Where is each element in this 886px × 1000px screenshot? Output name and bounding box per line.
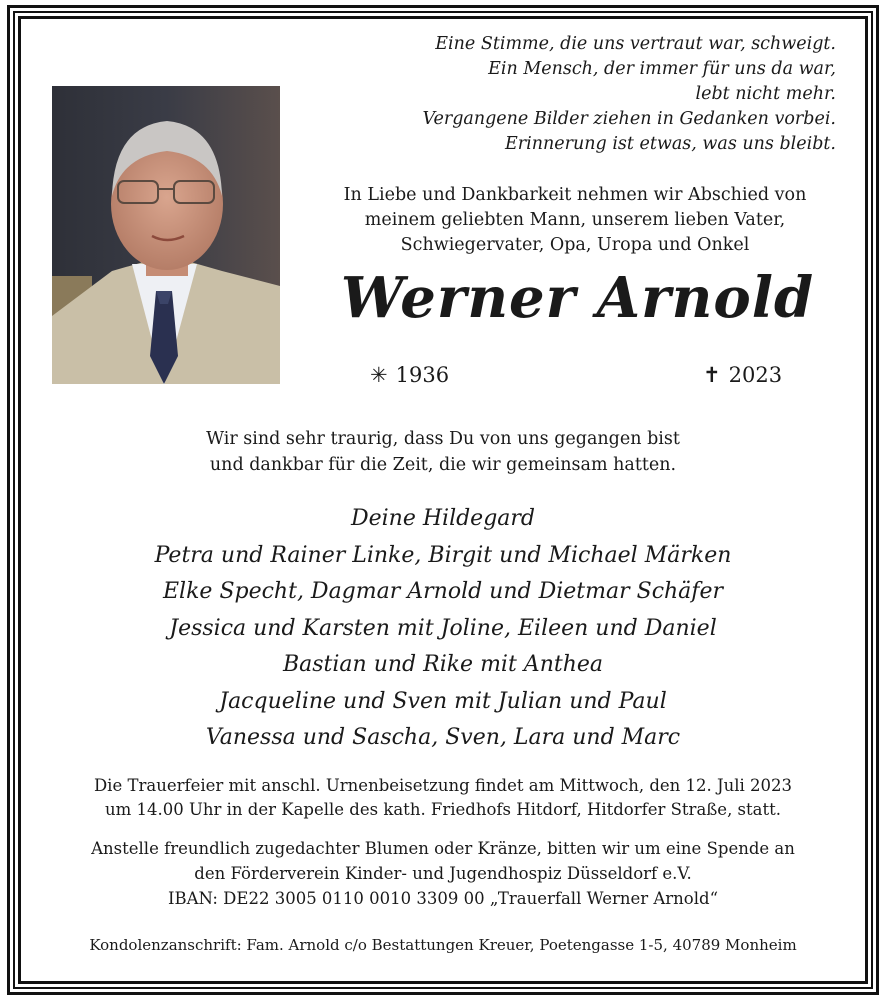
poem [336,32,836,157]
death-date [703,360,782,390]
donation-line: Anstelle freundlich zugedachter Blumen oder Kränze, bitten wir um eine Spende an [91,839,795,858]
ceremony-info [0,774,886,822]
donation-info [0,836,886,911]
birth-year: 1936 [395,363,450,387]
poem-line: Vergangene Bilder ziehen in Gedanken vorbei. [422,109,836,129]
condolence-address: Kondolenzanschrift: Fam. Arnold c/o Bestattungen Kreuer, Poetengasse 1-5, 40789 Monheim [89,936,797,954]
death-year: 2023 [728,363,783,387]
donation-line: IBAN: DE22 3005 0110 0010 3309 00 „Trauerfall Werner Arnold“ [167,889,719,908]
family-list [0,501,886,757]
poem-line: Ein Mensch, der immer für uns da war, [488,59,836,79]
intro-line: In Liebe und Dankbarkeit nehmen wir Abschied von [343,185,807,205]
family-line: Vanessa und Sascha, Sven, Lara und Marc [205,725,681,750]
ceremony-line: Die Trauerfeier mit anschl. Urnenbeisetzung findet am Mittwoch, den 12. Juli 2023 [93,776,793,795]
donation-line: den Förderverein Kinder- und Jugendhospiz Düsseldorf e.V. [194,864,692,883]
birth-star-icon: ✳ [370,363,388,387]
poem-line: Erinnerung ist etwas, was uns bleibt. [505,134,836,154]
portrait-photo [52,86,280,384]
farewell-message [0,426,886,478]
cross-icon: ✝ [703,363,721,387]
intro-line: Schwiegervater, Opa, Uropa und Onkel [400,235,750,255]
intro-line: meinem geliebten Mann, unserem lieben Vater, [364,210,786,230]
farewell-line: Wir sind sehr traurig, dass Du von uns gegangen bist [206,429,680,449]
birth-date [370,360,449,390]
ceremony-line: um 14.00 Uhr in der Kapelle des kath. Friedhofs Hitdorf, Hitdorfer Straße, statt. [104,800,782,819]
family-line: Deine Hildegard [350,506,536,531]
intro-text [300,183,850,258]
farewell-line: und dankbar für die Zeit, die wir gemeinsam hatten. [209,455,677,475]
family-line: Jessica und Karsten mit Joline, Eileen und Daniel [169,615,717,641]
family-line: Petra und Rainer Linke, Birgit und Michael Märken [154,542,732,568]
family-line: Bastian und Rike mit Anthea [282,652,604,677]
poem-line: lebt nicht mehr. [695,84,836,104]
deceased-name: Werner Arnold [340,265,815,331]
family-line: Elke Specht, Dagmar Arnold und Dietmar Schäfer [163,579,723,604]
family-line: Jacqueline und Sven mit Julian und Paul [219,688,667,714]
poem-line: Eine Stimme, die uns vertraut war, schweigt. [435,34,836,54]
